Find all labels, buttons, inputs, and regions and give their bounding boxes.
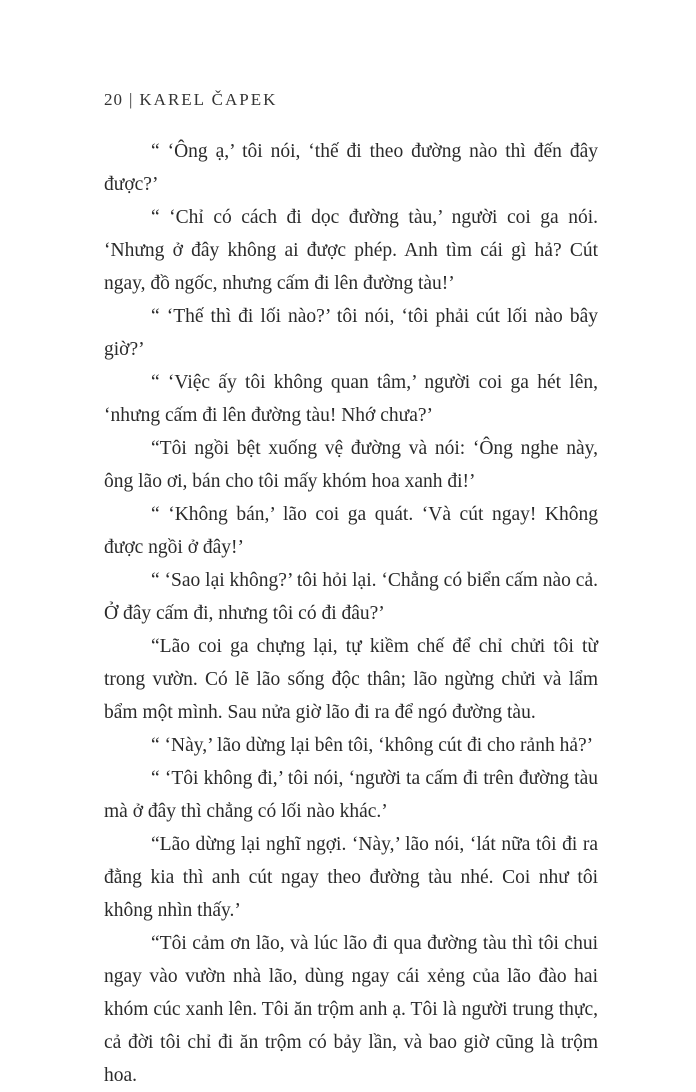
header-separator: | bbox=[129, 90, 134, 109]
body-text bbox=[104, 135, 598, 1092]
page-number: 20 bbox=[104, 90, 123, 109]
paragraph: “Tôi ngồi bệt xuống vệ đường và nói: ‘Ông nghe này, ông lão ơi, bán cho tôi mấy khóm hoa xanh đi!’ bbox=[104, 438, 598, 492]
paragraph: “ ‘Sao lại không?’ tôi hỏi lại. ‘Chẳng có biển cấm nào cả. Ở đây cấm đi, nhưng tôi có đi đâu?’ bbox=[104, 570, 598, 624]
author-name: KAREL ČAPEK bbox=[139, 90, 278, 109]
paragraph: “Tôi cảm ơn lão, và lúc lão đi qua đường tàu thì tôi chui ngay vào vườn nhà lão, dùng ngay cái xẻng của lão đào hai khóm cúc xanh lên. Tôi ăn trộm anh ạ. Tôi là người trung thực, cả đời tôi chỉ đi ăn trộm có bảy lần, và bao giờ cũng là trộm hoa. bbox=[104, 933, 598, 1086]
paragraph: “ ‘Tôi không đi,’ tôi nói, ‘người ta cấm đi trên đường tàu mà ở đây thì chẳng có lối nào khác.’ bbox=[104, 768, 598, 822]
paragraph: “Lão coi ga chựng lại, tự kiềm chế để chỉ chửi tôi từ trong vườn. Có lẽ lão sống độc thân; lão ngừng chửi và lẩm bẩm một mình. Sau nửa giờ lão đi ra để ngó đường tàu. bbox=[104, 636, 598, 723]
paragraph: “ ‘Ông ạ,’ tôi nói, ‘thế đi theo đường nào thì đến đây được?’ bbox=[104, 141, 598, 195]
paragraph: “ ‘Này,’ lão dừng lại bên tôi, ‘không cút đi cho rảnh hả?’ bbox=[151, 735, 594, 756]
running-header bbox=[104, 90, 277, 110]
paragraph: “ ‘Chỉ có cách đi dọc đường tàu,’ người coi ga nói. ‘Nhưng ở đây không ai được phép. Anh tìm cái gì hả? Cút ngay, đồ ngốc, nhưng cấm đi lên đường tàu!’ bbox=[104, 207, 598, 294]
paragraph: “ ‘Việc ấy tôi không quan tâm,’ người coi ga hét lên, ‘nhưng cấm đi lên đường tàu! Nhớ chưa?’ bbox=[104, 372, 598, 426]
paragraph: “ ‘Không bán,’ lão coi ga quát. ‘Và cút ngay! Không được ngồi ở đây!’ bbox=[104, 504, 598, 558]
paragraph: “Lão dừng lại nghĩ ngợi. ‘Này,’ lão nói, ‘lát nữa tôi đi ra đằng kia thì anh cút ngay theo đường tàu nhé. Coi như tôi không nhìn thấy.’ bbox=[104, 834, 598, 921]
paragraph: “ ‘Thế thì đi lối nào?’ tôi nói, ‘tôi phải cút lối nào bây giờ?’ bbox=[104, 306, 598, 360]
